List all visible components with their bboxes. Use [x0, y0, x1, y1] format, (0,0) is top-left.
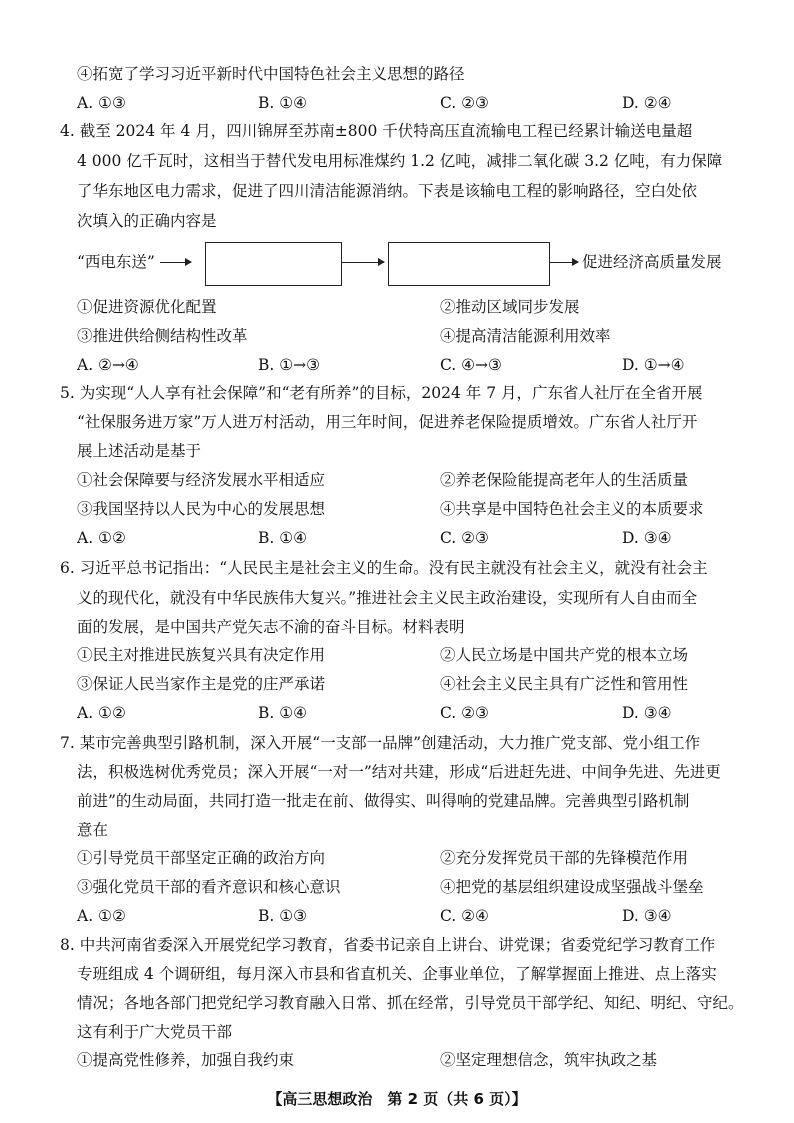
q6-choice-c: C. ②③ — [440, 704, 489, 722]
q5-statement-2: ②养老保险能提高老年人的生活质量 — [440, 471, 689, 489]
q5-choice-b: B. ①④ — [258, 529, 308, 547]
q8-stem-line-2: 专班组成 4 个调研组，每月深入市县和省直机关、企事业单位，了解掌握面上推进、点上落实 — [77, 965, 717, 983]
q7-choice-b: B. ①③ — [258, 907, 308, 925]
q4-stem-line-4: 次填入的正确内容是 — [77, 212, 217, 230]
q8-statement-2: ②坚定理想信念，筑牢执政之基 — [440, 1051, 658, 1069]
q4-statement-4: ④提高清洁能源利用效率 — [440, 327, 611, 345]
q6-stem-line-3: 面的发展，是中国共产党矢志不渝的奋斗目标。材料表明 — [77, 618, 465, 636]
q7-choice-a: A. ①② — [77, 907, 126, 925]
q4-choice-c: C. ④→③ — [440, 356, 502, 374]
q5-stem-line-1: 5. 为实现“人人享有社会保障”和“老有所养”的目标，2024 年 7 月，广东省人社厅在全省开展 — [60, 384, 703, 402]
q6-choice-d: D. ③④ — [622, 704, 672, 722]
q5-stem-line-3: 展上述活动是基于 — [77, 442, 202, 460]
flow-arrow-2 — [342, 262, 384, 263]
q7-choice-d: D. ③④ — [622, 907, 672, 925]
q8-stem-line-1: 8. 中共河南省委深入开展党纪学习教育，省委书记亲自上讲台、讲党课；省委党纪学习教育工作 — [60, 936, 716, 954]
q6-statement-4: ④社会主义民主具有广泛性和管用性 — [440, 675, 689, 693]
q3-choice-c: C. ②③ — [440, 94, 489, 112]
flow-start-label: “西电东送” — [77, 253, 155, 271]
q7-stem-line-2: 法，积极选树优秀党员；深入开展“一对一”结对共建，形成“后进赶先进、中间争先进、先进更 — [77, 763, 721, 781]
q6-choice-a: A. ①② — [77, 704, 126, 722]
q7-stem-line-4: 意在 — [77, 821, 109, 839]
q7-stem-line-3: 前进”的生动局面，共同打造一批走在前、做得实、叫得响的党建品牌。完善典型引路机制 — [77, 792, 690, 810]
q6-stem-line-1: 6. 习近平总书记指出：“人民民主是社会主义的生命。没有民主就没有社会主义，就没有社会主 — [60, 559, 708, 577]
q5-choice-a: A. ①② — [77, 529, 126, 547]
q3-statement-4: ④拓宽了学习习近平新时代中国特色社会主义思想的路径 — [77, 65, 465, 83]
q6-statement-2: ②人民立场是中国共产党的根本立场 — [440, 646, 689, 664]
flow-arrow-3 — [550, 262, 578, 263]
q4-choice-a: A. ②→④ — [77, 356, 139, 374]
q7-statement-2: ②充分发挥党员干部的先锋模范作用 — [440, 849, 689, 867]
q4-choice-d: D. ①→④ — [622, 356, 685, 374]
q5-statement-1: ①社会保障要与经济发展水平相适应 — [77, 471, 326, 489]
q4-statement-3: ③推进供给侧结构性改革 — [77, 327, 248, 345]
q5-choice-c: C. ②③ — [440, 529, 489, 547]
q5-statement-3: ③我国坚持以人民为中心的发展思想 — [77, 500, 326, 518]
q6-statement-1: ①民主对推进民族复兴具有决定作用 — [77, 646, 326, 664]
q4-choice-b: B. ①→③ — [258, 356, 321, 374]
q6-stem-line-2: 义的现代化，就没有中华民族伟大复兴。”推进社会主义民主政治建设，实现所有人自由而全 — [77, 589, 698, 607]
q6-statement-3: ③保证人民当家作主是党的庄严承诺 — [77, 675, 326, 693]
flow-end-label: 促进经济高质量发展 — [582, 253, 722, 271]
page-footer: 【高三思想政治 第 2 页（共 6 页）】 — [267, 1090, 527, 1108]
q5-choice-d: D. ③④ — [622, 529, 672, 547]
q3-choice-d: D. ②④ — [622, 94, 672, 112]
q4-statement-1: ①促进资源优化配置 — [77, 298, 217, 316]
q3-choice-a: A. ①③ — [77, 94, 126, 112]
q7-statement-4: ④把党的基层组织建设成坚强战斗堡垒 — [440, 878, 704, 896]
q7-stem-line-1: 7. 某市完善典型引路机制，深入开展“一支部一品牌”创建活动，大力推广党支部、党小组工作 — [60, 734, 701, 752]
q5-stem-line-2: “社保服务进万家”万人进万村活动，用三年时间，促进养老保险提质增效。广东省人社厅开 — [77, 413, 698, 431]
q3-choice-b: B. ①④ — [258, 94, 308, 112]
flow-arrow-1 — [160, 262, 191, 263]
q7-statement-3: ③强化党员干部的看齐意识和核心意识 — [77, 878, 341, 896]
q4-stem-line-3: 了华东地区电力需求，促进了四川清洁能源消纳。下表是该输电工程的影响路径，空白处依 — [77, 182, 698, 200]
q4-statement-2: ②推动区域同步发展 — [440, 298, 580, 316]
q4-stem-line-2: 4 000 亿千瓦时，这相当于替代发电用标准煤约 1.2 亿吨，减排二氧化碳 3.2 亿吨，有力保障 — [77, 152, 723, 170]
q7-choice-c: C. ②④ — [440, 907, 489, 925]
q6-choice-b: B. ①④ — [258, 704, 308, 722]
q5-statement-4: ④共享是中国特色社会主义的本质要求 — [440, 500, 704, 518]
q8-stem-line-3: 情况；各地各部门把党纪学习教育融入日常、抓在经常，引导党员干部学纪、知纪、明纪、守纪。 — [77, 994, 744, 1012]
flow-blank-box-1 — [205, 242, 342, 286]
q4-stem-line-1: 4. 截至 2024 年 4 月，四川锦屏至苏南±800 千伏特高压直流输电工程已经累计输送电量超 — [60, 122, 693, 140]
q8-statement-1: ①提高党性修养，加强自我约束 — [77, 1051, 295, 1069]
q7-statement-1: ①引导党员干部坚定正确的政治方向 — [77, 849, 326, 867]
flow-blank-box-2 — [388, 242, 550, 286]
q8-stem-line-4: 这有利于广大党员干部 — [77, 1023, 233, 1041]
